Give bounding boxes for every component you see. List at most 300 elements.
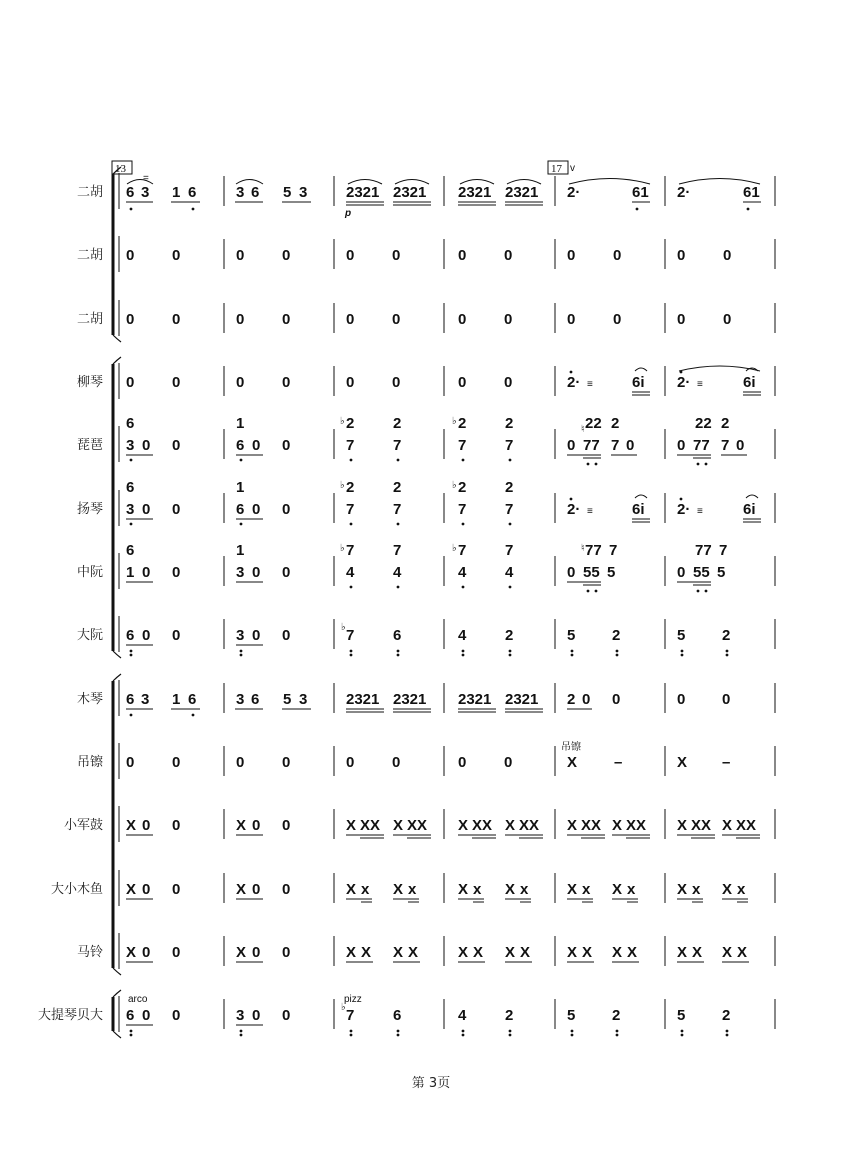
note: 7 — [393, 542, 402, 559]
note: 5 — [283, 184, 292, 201]
note: 1 — [172, 184, 181, 201]
tremolo-mark: ≡ — [697, 379, 703, 390]
note: X — [458, 881, 469, 898]
bracket-hook — [113, 674, 121, 681]
note: 0 — [236, 374, 245, 391]
flat-sign: ♭ — [452, 480, 457, 491]
note: 0 — [282, 311, 291, 328]
note: 1 — [236, 542, 245, 559]
note: 0 — [504, 311, 513, 328]
note: X — [612, 817, 623, 834]
note: 6 — [236, 501, 245, 518]
octave-dot — [681, 654, 684, 657]
instrument-name: 大小木鱼 — [50, 882, 103, 897]
note: 0 — [172, 754, 181, 771]
note: 0 — [172, 817, 181, 834]
octave-dot — [397, 459, 400, 462]
octave-dot — [681, 1034, 684, 1037]
note: 2 — [722, 1007, 731, 1024]
note: 0 — [172, 247, 181, 264]
note: X — [677, 817, 688, 834]
octave-dot — [509, 586, 512, 589]
octave-dot — [595, 463, 598, 466]
note: 61 — [743, 184, 760, 201]
octave-dot — [681, 650, 684, 653]
note: 0 — [282, 1007, 291, 1024]
octave-dot — [570, 371, 573, 374]
note: 0 — [142, 627, 151, 644]
octave-dot — [462, 1030, 465, 1033]
note: 7 — [721, 437, 730, 454]
note: 2 — [612, 627, 621, 644]
note: 0 — [723, 311, 732, 328]
octave-dot — [595, 590, 598, 593]
note: 3 — [126, 501, 135, 518]
octave-dot — [571, 1034, 574, 1037]
note: 7 — [611, 437, 620, 454]
octave-dot — [192, 208, 195, 211]
note: 22 — [585, 415, 602, 432]
note: 2 — [458, 415, 467, 432]
note: X — [567, 881, 578, 898]
note: 0 — [677, 311, 686, 328]
note: 2 — [458, 479, 467, 496]
note: 7 — [719, 542, 728, 559]
note: 2· — [567, 184, 581, 201]
arco-marking: arco — [128, 994, 148, 1005]
note: 0 — [722, 691, 731, 708]
note: X — [408, 944, 419, 961]
flat-sign: ♭ — [452, 416, 457, 427]
score-notes — [126, 163, 761, 1036]
note: 6 — [188, 184, 197, 201]
note: 0 — [172, 627, 181, 644]
note: 5 — [283, 691, 292, 708]
note: 7 — [346, 542, 355, 559]
note: XX — [407, 817, 428, 834]
note: 6 — [126, 542, 135, 559]
octave-dot — [697, 463, 700, 466]
note: 77 — [693, 437, 710, 454]
note: 2321 — [505, 184, 539, 201]
note: 0 — [172, 564, 181, 581]
note: 5 — [567, 627, 576, 644]
note: X — [473, 944, 484, 961]
note: 0 — [252, 817, 261, 834]
octave-dot — [616, 654, 619, 657]
octave-dot — [726, 654, 729, 657]
note: 0 — [346, 754, 355, 771]
octave-dot — [397, 586, 400, 589]
octave-dot — [350, 1030, 353, 1033]
note: 5 — [677, 1007, 686, 1024]
octave-dot — [350, 459, 353, 462]
note: X — [567, 817, 578, 834]
instrument-names — [38, 184, 103, 1023]
note: 0 — [142, 1007, 151, 1024]
octave-dot — [705, 590, 708, 593]
note: 3 — [299, 691, 308, 708]
octave-dot — [240, 523, 243, 526]
note: X — [627, 944, 638, 961]
note: 3 — [236, 184, 245, 201]
note: X — [361, 944, 372, 961]
flat-sign: ♭ — [340, 416, 345, 427]
octave-dot — [240, 1034, 243, 1037]
note: 0 — [677, 691, 686, 708]
note: 0 — [172, 374, 181, 391]
note: 0 — [282, 564, 291, 581]
octave-dot — [726, 650, 729, 653]
note: XX — [626, 817, 647, 834]
note: 2· — [677, 501, 691, 518]
note: X — [582, 944, 593, 961]
note: 6i — [632, 374, 645, 391]
note: 2321 — [346, 691, 380, 708]
note: 0 — [392, 754, 401, 771]
note: XX — [691, 817, 712, 834]
octave-dot — [397, 1030, 400, 1033]
note: 0 — [282, 627, 291, 644]
note: 6 — [126, 1007, 135, 1024]
octave-dot — [697, 590, 700, 593]
note: XX — [519, 817, 540, 834]
note: X — [393, 944, 404, 961]
note: X — [505, 881, 516, 898]
note: 0 — [142, 881, 151, 898]
note: X — [126, 881, 137, 898]
note: 6i — [743, 374, 756, 391]
note: 3 — [236, 691, 245, 708]
octave-dot — [462, 1034, 465, 1037]
note: 0 — [458, 374, 467, 391]
octave-dot — [616, 650, 619, 653]
note: 2321 — [393, 691, 427, 708]
note: x — [692, 881, 701, 898]
note: 0 — [392, 374, 401, 391]
octave-dot — [350, 650, 353, 653]
note: X — [458, 944, 469, 961]
octave-dot — [616, 1030, 619, 1033]
note: 0 — [346, 247, 355, 264]
note: 2 — [346, 479, 355, 496]
note: 0 — [142, 501, 151, 518]
flat-sign: ♭ — [452, 543, 457, 554]
note: 3 — [236, 627, 245, 644]
note: 6 — [188, 691, 197, 708]
octave-dot — [240, 650, 243, 653]
note: 2· — [677, 374, 691, 391]
note: X — [612, 944, 623, 961]
octave-dot — [350, 1034, 353, 1037]
octave-dot — [509, 1030, 512, 1033]
note: 3 — [236, 564, 245, 581]
note: X — [346, 881, 357, 898]
octave-dot — [130, 208, 133, 211]
note: 0 — [172, 501, 181, 518]
note: 22 — [695, 415, 712, 432]
note: 5 — [567, 1007, 576, 1024]
note: 0 — [582, 691, 591, 708]
note: 0 — [172, 311, 181, 328]
note: 2321 — [458, 691, 492, 708]
note: 3 — [141, 691, 150, 708]
note: 0 — [504, 754, 513, 771]
octave-dot — [397, 523, 400, 526]
tremolo-mark: ≡ — [697, 506, 703, 517]
instrument-name: 木琴 — [76, 692, 103, 707]
bracket-hook — [113, 357, 121, 364]
note: 7 — [393, 437, 402, 454]
octave-dot — [192, 714, 195, 717]
bracket-hook — [113, 990, 121, 997]
note: 2 — [505, 415, 514, 432]
note: 0 — [236, 311, 245, 328]
note: 6 — [126, 627, 135, 644]
note: 4 — [346, 564, 355, 581]
octave-dot — [462, 586, 465, 589]
octave-dot — [509, 650, 512, 653]
octave-dot — [462, 523, 465, 526]
note: 0 — [236, 247, 245, 264]
note: 0 — [236, 754, 245, 771]
note: 1 — [172, 691, 181, 708]
score-structure — [112, 161, 775, 1038]
note: 0 — [613, 247, 622, 264]
note: X — [692, 944, 703, 961]
note: 2 — [346, 415, 355, 432]
note: 77 — [695, 542, 712, 559]
note: 2321 — [458, 184, 492, 201]
natural-sign: ♮ — [581, 543, 585, 554]
note: 2 — [505, 1007, 514, 1024]
instrument-name: 大提琴贝大 — [37, 1008, 103, 1023]
note: 0 — [172, 1007, 181, 1024]
fermata — [746, 495, 758, 498]
note: 5 — [607, 564, 616, 581]
octave-dot — [397, 650, 400, 653]
octave-dot — [130, 459, 133, 462]
note: X — [236, 817, 247, 834]
note: 2· — [677, 184, 691, 201]
octave-dot — [130, 1030, 133, 1033]
note: XX — [581, 817, 602, 834]
octave-dot — [240, 654, 243, 657]
note: 6 — [236, 437, 245, 454]
note: 0 — [172, 437, 181, 454]
note: 0 — [142, 817, 151, 834]
instrument-name: 大阮 — [76, 628, 103, 643]
octave-dot — [681, 1030, 684, 1033]
note: 0 — [504, 374, 513, 391]
octave-dot — [726, 1034, 729, 1037]
note: 0 — [142, 944, 151, 961]
note: x — [582, 881, 591, 898]
note: 0 — [126, 374, 135, 391]
note: 2· — [567, 501, 581, 518]
instrument-name: 吊镲 — [76, 755, 103, 770]
flat-sign: ♭ — [340, 480, 345, 491]
flat-sign: ♭ — [341, 1002, 346, 1013]
note: 0 — [252, 1007, 261, 1024]
note: 2 — [505, 479, 514, 496]
note: 2321 — [346, 184, 380, 201]
note: x — [737, 881, 746, 898]
rehearsal-mark: 17 — [551, 163, 562, 175]
note: 6 — [251, 691, 260, 708]
rehearsal-mark: 13 — [115, 163, 126, 175]
note: X — [612, 881, 623, 898]
note: 0 — [677, 564, 686, 581]
note: X — [393, 881, 404, 898]
octave-dot — [616, 1034, 619, 1037]
note: X — [505, 944, 516, 961]
note: 0 — [458, 754, 467, 771]
note: 6 — [251, 184, 260, 201]
note: 7 — [505, 437, 514, 454]
note: X — [458, 817, 469, 834]
note: 6 — [126, 184, 135, 201]
instrument-name: 琵琶 — [76, 438, 103, 453]
note: 0 — [392, 311, 401, 328]
octave-dot — [350, 523, 353, 526]
instrument-name: 二胡 — [76, 248, 103, 263]
note: X — [677, 754, 688, 771]
note: X — [126, 944, 137, 961]
note: 0 — [142, 437, 151, 454]
flat-sign: ♭ — [340, 543, 345, 554]
instrument-name: 小军鼓 — [63, 818, 103, 833]
note: X — [737, 944, 748, 961]
flat-sign: ♭ — [341, 622, 346, 633]
note: X — [393, 817, 404, 834]
instrument-name: 柳琴 — [76, 375, 103, 390]
note: – — [722, 754, 731, 771]
note: 0 — [723, 247, 732, 264]
note: 0 — [252, 627, 261, 644]
octave-dot — [509, 523, 512, 526]
octave-dot — [509, 459, 512, 462]
note: 6i — [743, 501, 756, 518]
note: X — [722, 944, 733, 961]
cymbal-label: 吊镲 — [561, 742, 581, 753]
note: XX — [360, 817, 381, 834]
note: 0 — [626, 437, 635, 454]
octave-dot — [130, 714, 133, 717]
note: 0 — [126, 247, 135, 264]
note: 0 — [504, 247, 513, 264]
tremolo-mark: = — [143, 173, 149, 184]
note: 0 — [567, 247, 576, 264]
note: 2 — [567, 691, 576, 708]
note: 0 — [613, 311, 622, 328]
tremolo-mark: ≡ — [587, 379, 593, 390]
pizz-marking: pizz — [344, 994, 362, 1005]
note: 1 — [126, 564, 135, 581]
note: 0 — [677, 437, 686, 454]
note: XX — [736, 817, 757, 834]
octave-dot — [509, 1034, 512, 1037]
note: 0 — [126, 311, 135, 328]
note: 0 — [126, 754, 135, 771]
note: 0 — [142, 564, 151, 581]
natural-sign: ♮ — [581, 424, 585, 435]
octave-dot — [462, 459, 465, 462]
bracket-hook — [113, 651, 121, 658]
note: 4 — [393, 564, 402, 581]
octave-dot — [587, 463, 590, 466]
octave-dot — [571, 654, 574, 657]
note: 2 — [505, 627, 514, 644]
octave-dot — [726, 1030, 729, 1033]
instrument-name: 二胡 — [76, 185, 103, 200]
note: 1 — [236, 479, 245, 496]
note: 7 — [609, 542, 618, 559]
note: 6 — [126, 479, 135, 496]
note: 7 — [346, 501, 355, 518]
octave-dot — [587, 590, 590, 593]
note: 2 — [721, 415, 730, 432]
octave-dot — [350, 586, 353, 589]
note: 0 — [677, 247, 686, 264]
note: 0 — [458, 311, 467, 328]
note: X — [505, 817, 516, 834]
note: 5 — [717, 564, 726, 581]
note: 0 — [282, 501, 291, 518]
note: 55 — [693, 564, 710, 581]
note: XX — [472, 817, 493, 834]
note: 0 — [252, 564, 261, 581]
breath-mark: v — [570, 163, 575, 174]
note: X — [722, 817, 733, 834]
octave-dot — [509, 654, 512, 657]
octave-dot — [130, 654, 133, 657]
note: 0 — [172, 881, 181, 898]
instrument-name: 二胡 — [76, 312, 103, 327]
note: 0 — [346, 374, 355, 391]
note: 0 — [282, 754, 291, 771]
note: 5 — [677, 627, 686, 644]
octave-dot — [350, 654, 353, 657]
note: 61 — [632, 184, 649, 201]
note: X — [236, 944, 247, 961]
note: 2 — [611, 415, 620, 432]
octave-dot — [570, 498, 573, 501]
note: 77 — [585, 542, 602, 559]
note: x — [473, 881, 482, 898]
note: 6 — [393, 1007, 402, 1024]
octave-dot — [705, 463, 708, 466]
note: 0 — [567, 564, 576, 581]
bracket-hook — [113, 335, 121, 342]
bracket-hook — [113, 1031, 121, 1038]
note: 6 — [393, 627, 402, 644]
octave-dot — [130, 1034, 133, 1037]
note: 0 — [282, 247, 291, 264]
note: 7 — [505, 542, 514, 559]
octave-dot — [680, 498, 683, 501]
note: 7 — [458, 437, 467, 454]
note: – — [614, 754, 623, 771]
bracket-hook — [113, 968, 121, 975]
note: 0 — [282, 817, 291, 834]
octave-dot — [747, 208, 750, 211]
note: 4 — [458, 627, 467, 644]
note: X — [567, 754, 578, 771]
note: X — [677, 881, 688, 898]
note: X — [677, 944, 688, 961]
note: 2· — [567, 374, 581, 391]
